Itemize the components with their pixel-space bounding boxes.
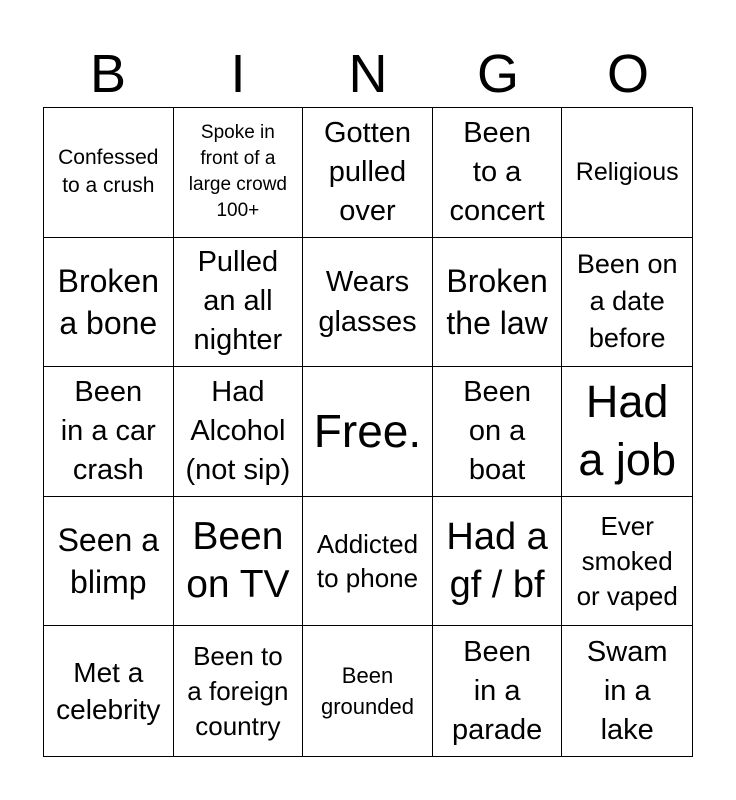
bingo-cell-r3c1[interactable] bbox=[44, 367, 174, 497]
bingo-cell-r4c5[interactable] bbox=[562, 497, 692, 627]
cell-text: Met a celebrity bbox=[56, 657, 161, 726]
bingo-cell-r5c1[interactable] bbox=[44, 626, 174, 756]
header-letter-o: O bbox=[606, 44, 649, 104]
bingo-cell-r1c3[interactable] bbox=[303, 108, 433, 238]
cell-text: Been on a date before bbox=[576, 249, 678, 354]
bingo-cell-r4c2[interactable] bbox=[174, 497, 304, 627]
bingo-board bbox=[43, 107, 693, 757]
cell-text: Addicted to phone bbox=[316, 529, 419, 594]
header-letter-g: G bbox=[476, 44, 519, 104]
bingo-cell-r4c1[interactable] bbox=[44, 497, 174, 627]
cell-text: Been to a foreign country bbox=[187, 640, 289, 741]
cell-text: Broken a bone bbox=[57, 262, 159, 341]
bingo-cell-r3c5[interactable] bbox=[562, 367, 692, 497]
header-letter-i: I bbox=[230, 44, 246, 104]
cell-text: Had Alcohol (not sip) bbox=[185, 375, 291, 486]
cell-text: Been in a parade bbox=[451, 635, 543, 746]
bingo-cell-r5c2[interactable] bbox=[174, 626, 304, 756]
bingo-cell-r2c1[interactable] bbox=[44, 238, 174, 368]
cell-text: Gotten pulled over bbox=[323, 116, 412, 227]
bingo-header bbox=[43, 42, 693, 106]
cell-text: Had a gf / bf bbox=[446, 516, 548, 607]
bingo-cell-r1c1[interactable] bbox=[44, 108, 174, 238]
header-letter-n: N bbox=[348, 44, 388, 104]
cell-text: Religious bbox=[575, 158, 679, 187]
bingo-cell-r5c5[interactable] bbox=[562, 626, 692, 756]
header-letter-b: B bbox=[89, 44, 127, 104]
cell-text: Had a job bbox=[578, 376, 676, 486]
bingo-cell-r5c4[interactable] bbox=[433, 626, 563, 756]
bingo-cell-r4c3[interactable] bbox=[303, 497, 433, 627]
cell-text: Swam in a lake bbox=[586, 635, 668, 746]
bingo-cell-r5c3[interactable] bbox=[303, 626, 433, 756]
bingo-cell-r3c3[interactable] bbox=[303, 367, 433, 497]
bingo-cell-r1c2[interactable] bbox=[174, 108, 304, 238]
cell-text: Been on a boat bbox=[463, 375, 531, 486]
cell-text: Spoke in front of a large crowd 100+ bbox=[188, 122, 287, 222]
cell-text: Ever smoked or vaped bbox=[576, 510, 678, 611]
cell-text: Wears glasses bbox=[318, 265, 417, 338]
cell-text: Confessed to a crush bbox=[58, 146, 159, 198]
cell-text: Pulled an all nighter bbox=[193, 246, 283, 357]
cell-text: Been to a concert bbox=[449, 116, 545, 227]
cell-text: Been on TV bbox=[186, 515, 290, 607]
cell-text: Been in a car crash bbox=[60, 375, 156, 486]
cell-text: Seen a blimp bbox=[57, 522, 159, 601]
bingo-cell-r2c2[interactable] bbox=[174, 238, 304, 368]
bingo-cell-r3c2[interactable] bbox=[174, 367, 304, 497]
bingo-cell-r2c4[interactable] bbox=[433, 238, 563, 368]
bingo-cell-r1c5[interactable] bbox=[562, 108, 692, 238]
bingo-cell-r3c4[interactable] bbox=[433, 367, 563, 497]
bingo-cell-r2c3[interactable] bbox=[303, 238, 433, 368]
bingo-cell-r4c4[interactable] bbox=[433, 497, 563, 627]
bingo-cell-r2c5[interactable] bbox=[562, 238, 692, 368]
bingo-cell-r1c4[interactable] bbox=[433, 108, 563, 238]
free-space: Free. bbox=[313, 405, 422, 458]
cell-text: Been grounded bbox=[321, 663, 414, 720]
cell-text: Broken the law bbox=[446, 262, 548, 341]
